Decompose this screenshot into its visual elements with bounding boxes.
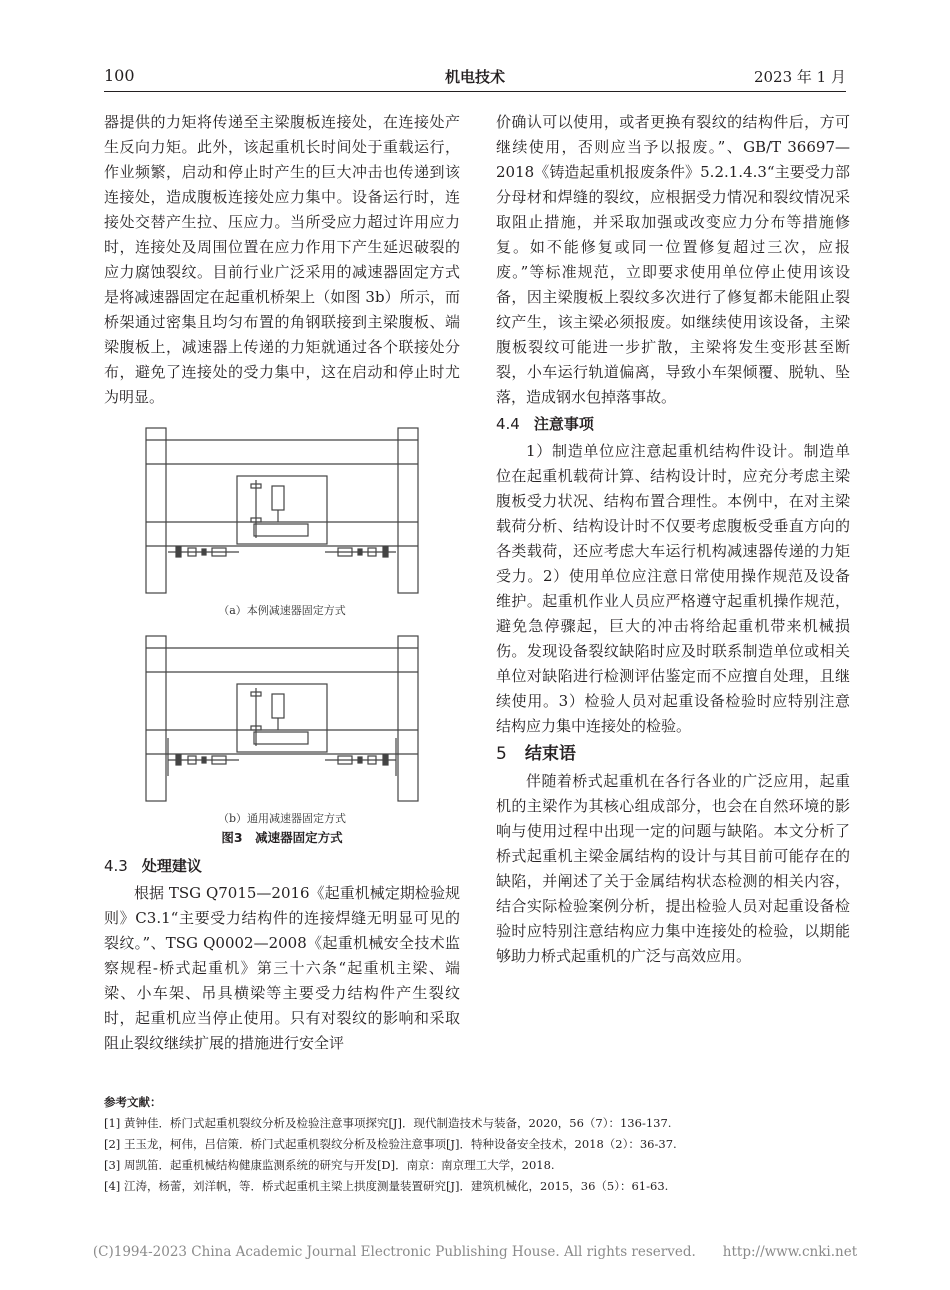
figure-3b-caption: （b）通用减速器固定方式 (217, 812, 347, 825)
section-5-heading (496, 739, 850, 769)
section-4-4-heading (496, 412, 850, 437)
left-paragraph-2: 根据 TSG Q7015—2016《起重机械定期检验规则》C3.1“主要受力结构件的连接焊缝无明显可见的裂纹。”、TSG Q0002—2008《起重机械安全技术监察规程-桥式起重机》第三十六条“起重机主梁、端梁、小车架、吊具横梁等主要受力结构件产生裂纹时，起重机应当停止使用。只有对裂纹的影响和采取阻止裂纹继续扩展的措施进行安全评 (104, 884, 460, 1052)
left-column-bottom (104, 852, 460, 1056)
left-column-top (104, 110, 460, 410)
issue-date: 2023 年 1 月 (753, 68, 846, 86)
right-paragraph-1: 价确认可以使用，或者更换有裂纹的结构件后，方可继续使用，否则应当予以报废。”、GB/T 36697—2018《铸造起重机报废条件》5.2.1.4.3“主要受力部分母材和焊缝的裂纹，应根据受力情况和裂纹情况采取阻止措施，并采取加强或改变应力分布等措施修复。如不能修复或同一位置修复超过三次，应报废。”等标准规范，立即要求使用单位停止使用该设备，因主梁腹板上裂纹多次进行了修复都未能阻止裂纹产生，该主梁必须报废。如继续使用该设备，主梁腹板裂纹可能进一步扩散，主梁将发生变形甚至断裂，小车运行轨道偏离，导致小车架倾覆、脱轨、坠落，造成钢水包掉落事故。 (496, 113, 850, 406)
section-4-3-heading (104, 854, 460, 879)
references (104, 1092, 849, 1197)
figure-3-caption: 图3 减速器固定方式 (221, 830, 343, 845)
reference-item: [3] 周凯笛．起重机械结构健康监测系统的研究与开发[D]．南京：南京理工大学，2018. (104, 1158, 555, 1172)
section-4-3-number: 4.3 (104, 857, 128, 875)
reference-item: [2] 王玉龙，柯伟，吕信策．桥门式起重机裂纹分析及检验注意事项[J]．特种设备安全技术，2018（2）：36-37. (104, 1137, 677, 1151)
reference-item: [1] 黄钟佳．桥门式起重机裂纹分析及检验注意事项探究[J]．现代制造技术与装备，2020，56（7）：136-137. (104, 1116, 672, 1130)
section-5-number: 5 (496, 744, 507, 764)
header-rule (104, 91, 846, 92)
journal-name: 机电技术 (444, 68, 505, 86)
section-4-3-title: 处理建议 (141, 857, 202, 875)
figure-3 (104, 418, 460, 846)
section-5-title: 结束语 (524, 744, 576, 764)
page-number: 100 (104, 66, 135, 85)
section-4-4-title: 注意事项 (533, 415, 594, 433)
right-paragraph-3: 伴随着桥式起重机在各行各业的广泛应用，起重机的主梁作为其核心组成部分，也会在自然环境的影响与使用过程中出现一定的问题与缺陷。本文分析了桥式起重机主梁金属结构的设计与其目前可能存在的缺陷，并阐述了关于金属结构状态检测的相关内容，结合实际检验案例分析，提出检验人员对起重设备检验时应特别注意结构应力集中连接处的检验，以期能够助力桥式起重机的广泛与高效应用。 (496, 772, 850, 965)
figure-3a-caption: （a）本例减速器固定方式 (218, 604, 346, 617)
section-4-4-number: 4.4 (496, 415, 520, 433)
left-paragraph-1: 器提供的力矩将传递至主梁腹板连接处，在连接处产生反向力矩。此外，该起重机长时间处于重载运行，作业频繁，启动和停止时产生的巨大冲击也传递到该连接处，造成腹板连接处应力集中。设备运行时，连接处交替产生拉、压应力。当所受应力超过许用应力时，连接处及周围位置在应力作用下产生延迟破裂的应力腐蚀裂纹。目前行业广泛采用的减速器固定方式是将减速器固定在起重机桥架上（如图 3b）所示，而桥架通过密集且均匀布置的角钢联接到主梁腹板、端梁腹板上，减速器上传递的力矩就通过各个联接处分布，避免了连接处的受力集中，这在启动和停止时尤为明显。 (104, 113, 460, 406)
reference-item: [4] 江涛，杨蕾，刘洋帆，等．桥式起重机主梁上拱度测量装置研究[J]．建筑机械化，2015，36（5）：61-63. (104, 1179, 669, 1193)
right-paragraph-2: 1）制造单位应注意起重机结构件设计。制造单位在起重机载荷计算、结构设计时，应充分考虑主梁腹板受力状况、结构布置合理性。本例中，在对主梁载荷分析、结构设计时不仅要考虑腹板受垂直方向的各类载荷，还应考虑大车运行机构减速器传递的力矩受力。2）使用单位应注意日常使用操作规范及设备维护。起重机作业人员应严格遵守起重机操作规范，避免急停骤起，巨大的冲击将给起重机带来机械损伤。发现设备裂纹缺陷时应及时联系制造单位或相关单位对缺陷进行检测评估鉴定而不应擅自处理，且继续使用。3）检验人员对起重设备检验时应特别注意结构应力集中连接处的检验。 (496, 442, 850, 735)
copyright-footer: (C)1994-2023 China Academic Journal Electronic Publishing House. All rights reserved. http://www.cnki.net (92, 1244, 858, 1260)
references-heading: 参考文献： (104, 1095, 162, 1109)
right-column (496, 110, 850, 969)
page-header (104, 62, 846, 92)
figure-3a-diagram (104, 418, 460, 598)
figure-3b-diagram (104, 626, 460, 806)
